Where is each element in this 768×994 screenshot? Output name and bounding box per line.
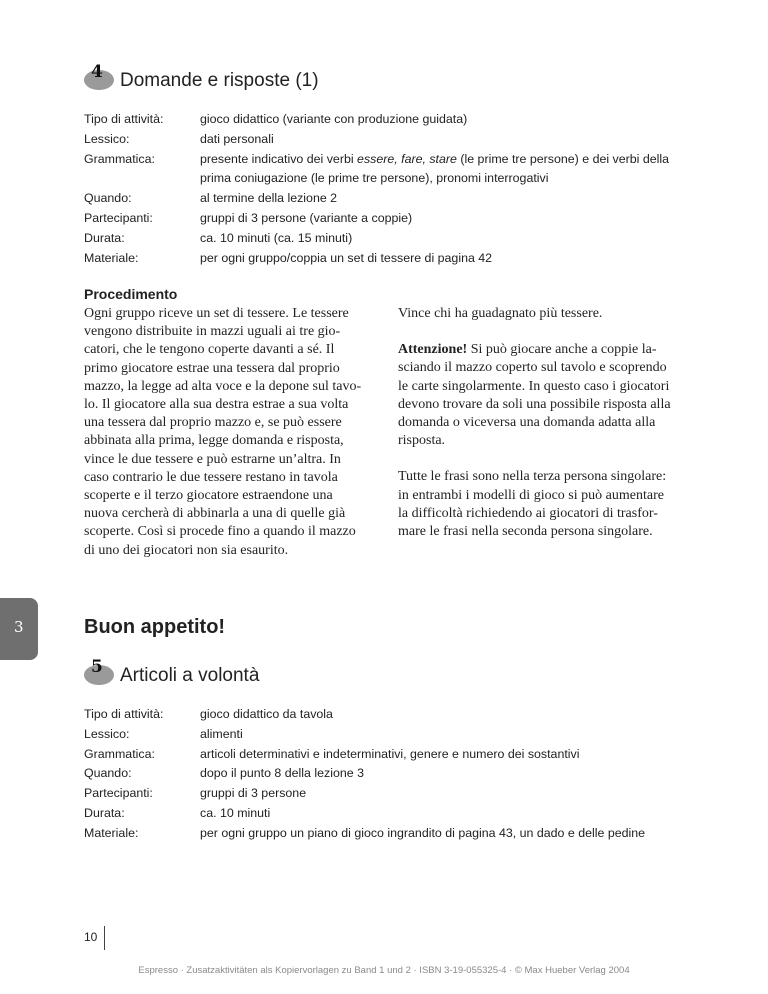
meta-value: prima coniugazione (le prime tre persone), pronomi interrogativi [200, 171, 549, 186]
meta-text: presente indicativo dei verbi [200, 151, 358, 166]
meta-label: Quando: [84, 766, 132, 781]
section-title: Articoli a volontà [120, 665, 260, 686]
meta-label: Grammatica: [84, 151, 155, 166]
meta-label: Durata: [84, 230, 125, 245]
meta-value: ca. 10 minuti (ca. 15 minuti) [200, 230, 353, 245]
meta-label: Grammatica: [84, 746, 155, 761]
meta-label: Tipo di attività: [84, 112, 164, 126]
activity-meta-4 [84, 110, 724, 268]
meta-row [84, 130, 724, 150]
meta-row [84, 705, 764, 725]
meta-text: (le prime tre persone) e dei verbi della [456, 151, 670, 166]
meta-label: Durata: [84, 805, 125, 820]
attention-label: Attenzione! [398, 342, 468, 358]
meta-value: al termine della lezione 2 [200, 191, 338, 206]
meta-value: gioco didattico da tavola [200, 707, 333, 721]
meta-row [84, 189, 724, 209]
procedure-text-left [84, 305, 384, 560]
text-line: mare le frasi nella seconda persona singolare. [398, 524, 653, 540]
text-line: scoperte. Così si procede fino a quando il mazzo [84, 524, 356, 540]
meta-label: Lessico: [84, 726, 130, 741]
text-line: di uno dei giocatori non sia esaurito. [84, 542, 289, 558]
meta-row [84, 110, 724, 130]
meta-row [84, 804, 764, 824]
meta-value: ca. 10 minuti [200, 805, 271, 820]
meta-row [84, 209, 724, 229]
text-line: scoperte e il terzo giocatore estraendone una [84, 488, 333, 504]
text-line: abbinata alla prima, legge domanda e risposta, [84, 433, 344, 449]
meta-value: per ogni gruppo/coppia un set di tessere di pagina 42 [200, 250, 493, 265]
text-line: Tutte le frasi sono nella terza persona singolare: [398, 469, 667, 485]
meta-row [84, 745, 764, 765]
meta-value: alimenti [200, 726, 243, 741]
section-number: 5 [91, 657, 103, 677]
meta-row [84, 150, 724, 170]
meta-value: dopo il punto 8 della lezione 3 [200, 766, 364, 781]
meta-label: Lessico: [84, 131, 130, 146]
meta-row [84, 229, 724, 249]
chapter-number: 3 [14, 618, 24, 636]
text-line: mazzo, la legge ad alta voce e la depone sul tavo- [84, 378, 362, 394]
text-line: nuova cercherà di abbinarla a una di quelle già [84, 506, 346, 522]
chapter-side-tab [0, 598, 38, 660]
meta-value: per ogni gruppo un piano di gioco ingrandito di pagina 43, un dado e delle pedine [200, 825, 646, 840]
text-line: lo. Il giocatore alla sua destra estrae a sua volta [84, 397, 349, 413]
section-number: 4 [91, 62, 103, 82]
text-line: sciando il mazzo coperto sul tavolo e scoprendo [398, 360, 667, 376]
meta-label: Quando: [84, 191, 132, 206]
attention-paragraph [398, 341, 698, 450]
winner-rule: Vince chi ha guadagnato più tessere. [398, 306, 603, 321]
chapter-title: Buon appetito! [84, 616, 226, 638]
section-title: Domande e risposte (1) [120, 70, 319, 91]
procedure-text-right [398, 305, 698, 541]
meta-italic-text: essere, fare, stare [357, 151, 457, 166]
meta-row [84, 764, 764, 784]
text-line: vince le due tessere e può estrarne un’altra. In [84, 451, 341, 467]
meta-value: articoli determinativi e indeterminativi, genere e numero dei sostantivi [200, 746, 580, 761]
meta-value: dati personali [200, 131, 274, 146]
procedimento-heading: Procedimento [84, 286, 178, 302]
section-number-badge [84, 657, 114, 685]
text-line: le carte singolarmente. In questo caso i giocatori [398, 378, 670, 394]
meta-row [84, 725, 764, 745]
meta-value [200, 150, 724, 170]
meta-row [84, 824, 764, 844]
text-line: domanda o viceversa una domanda adatta alla [398, 415, 656, 431]
text-line: risposta. [398, 433, 446, 449]
text-line: catori, che le tengono coperte davanti a sé. Il [84, 342, 335, 358]
page-number-divider [104, 926, 105, 950]
meta-label: Tipo di attività: [84, 707, 164, 721]
meta-value: gruppi di 3 persone (variante a coppie) [200, 210, 413, 225]
meta-label: Materiale: [84, 250, 139, 265]
meta-value: gioco didattico (variante con produzione guidata) [200, 112, 468, 126]
activity-meta-5 [84, 705, 764, 844]
text-line: la difficoltà richiedendo ai giocatori di trasfor- [398, 505, 658, 521]
meta-row [84, 249, 724, 269]
meta-value: gruppi di 3 persone [200, 786, 307, 801]
text-line: primo giocatore estrae una tessera dal proprio [84, 360, 340, 376]
meta-label: Materiale: [84, 825, 139, 840]
section-number-badge [84, 62, 114, 90]
text-line: una tessera dal proprio mazzo e, se può essere [84, 415, 342, 431]
text-line: devono trovare da soli una possibile risposta alla [398, 396, 671, 412]
variant-paragraph [398, 468, 698, 541]
text-line: vengono distribuite in mazzi uguali ai tre gio- [84, 324, 341, 340]
meta-row [84, 169, 724, 189]
text-line: Ogni gruppo riceve un set di tessere. Le tessere [84, 306, 349, 321]
meta-label [84, 169, 200, 189]
footer-credit: Espresso · Zusatzaktivitäten als Kopiervorlagen zu Band 1 und 2 · ISBN 3-19-055325-4 · © Max Hueber Verlag 2004 [138, 965, 630, 976]
meta-row [84, 784, 764, 804]
text-line: caso contrario le due tessere restano in tavola [84, 469, 338, 485]
text-line: in entrambi i modelli di gioco si può aumentare [398, 487, 664, 503]
meta-label: Partecipanti: [84, 786, 153, 801]
page-number: 10 [84, 930, 98, 944]
meta-label: Partecipanti: [84, 210, 153, 225]
text-line: Si può giocare anche a coppie la- [467, 342, 657, 358]
